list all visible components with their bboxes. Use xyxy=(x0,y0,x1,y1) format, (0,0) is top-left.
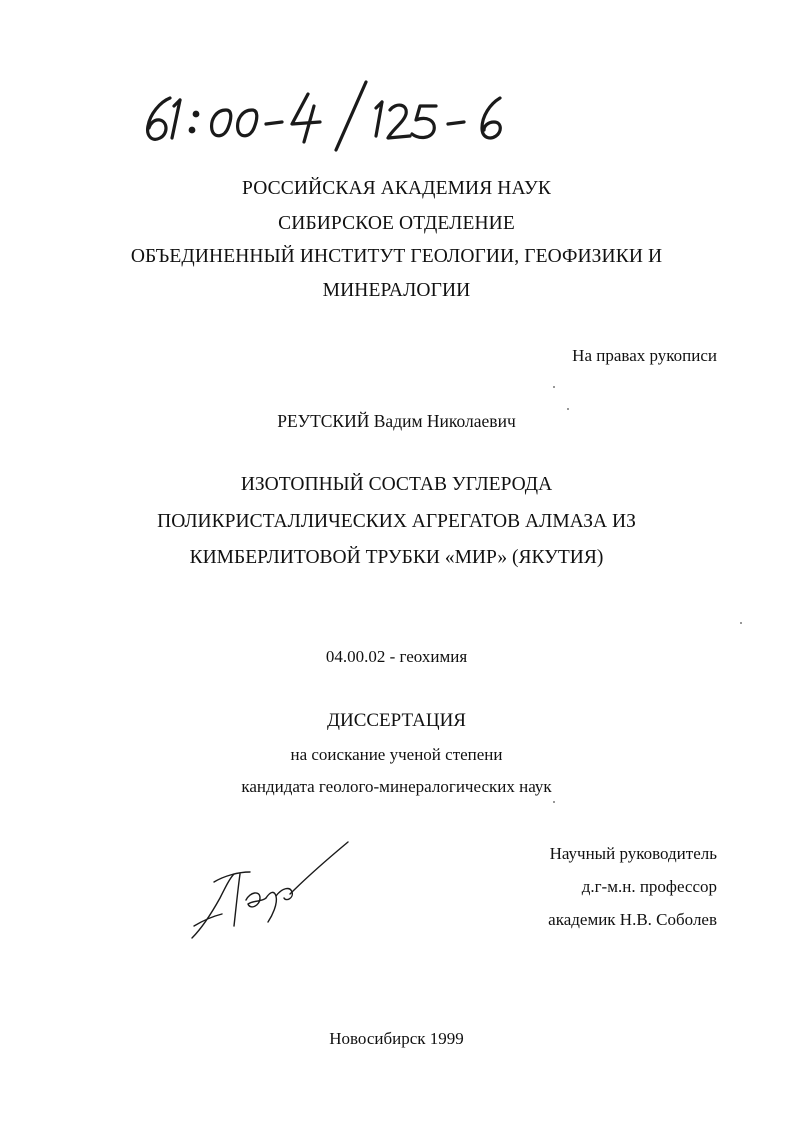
thesis-title-line-2: ПОЛИКРИСТАЛЛИЧЕСКИХ АГРЕГАТОВ АЛМАЗА ИЗ xyxy=(157,511,636,532)
thesis-title-line-1: ИЗОТОПНЫЙ СОСТАВ УГЛЕРОДА xyxy=(240,474,553,495)
dissertation-degree-line-1: на соискание ученой степени xyxy=(290,745,503,764)
scan-speck xyxy=(567,408,569,410)
author-name: РЕУТСКИЙ Вадим Николаевич xyxy=(277,411,516,431)
supervisor-line-1: Научный руководитель xyxy=(549,844,717,863)
scan-speck xyxy=(740,622,742,624)
dissertation-heading: ДИССЕРТАЦИЯ xyxy=(327,710,466,731)
thesis-title-line-3: КИМБЕРЛИТОВОЙ ТРУБКИ «МИР» (ЯКУТИЯ) xyxy=(189,547,604,568)
scan-speck xyxy=(553,386,555,388)
supervisor-block xyxy=(548,837,717,936)
organization-line-3: ОБЪЕДИНЕННЫЙ ИНСТИТУТ ГЕОЛОГИИ, ГЕОФИЗИКИ И xyxy=(130,246,663,267)
supervisor-line-3: академик Н.В. Соболев xyxy=(548,910,717,929)
organization-line-1: РОССИЙСКАЯ АКАДЕМИЯ НАУК xyxy=(242,178,551,199)
organization-line-4: МИНЕРАЛОГИИ xyxy=(322,280,471,301)
organization-line-2: СИБИРСКОЕ ОТДЕЛЕНИЕ xyxy=(278,213,515,234)
dissertation-degree-line-2: кандидата геолого-минералогических наук xyxy=(241,777,552,796)
scan-speck xyxy=(553,801,555,803)
city-year: Новосибирск 1999 xyxy=(329,1029,464,1048)
specialty-code: 04.00.02 - геохимия xyxy=(325,647,468,666)
handwritten-signature xyxy=(180,838,370,948)
supervisor-line-2: д.г-м.н. профессор xyxy=(581,877,717,896)
manuscript-note: На правах рукописи xyxy=(572,346,717,365)
handwritten-archive-code xyxy=(140,76,540,156)
